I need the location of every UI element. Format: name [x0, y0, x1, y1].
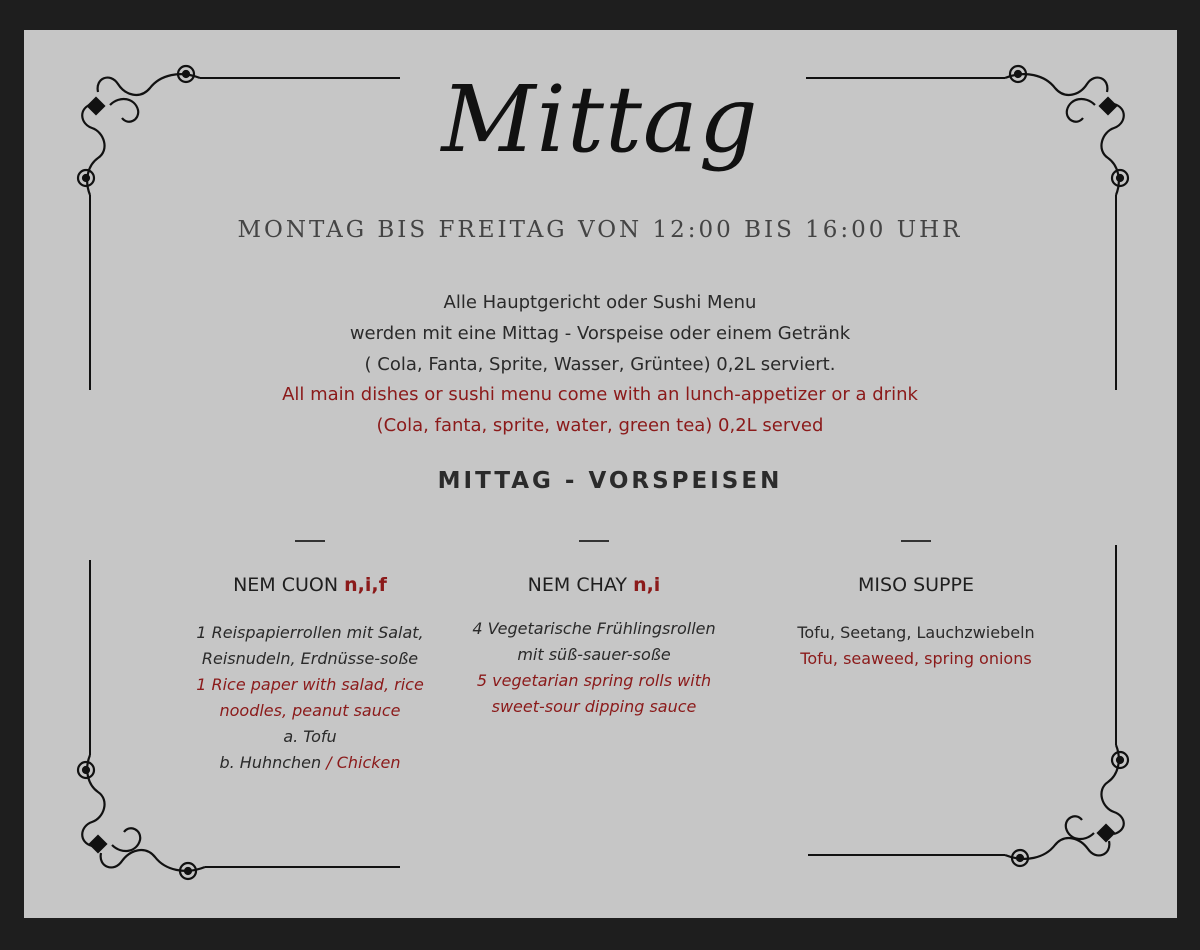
intro-text [0, 288, 1200, 442]
intro-de-line: Alle Hauptgericht oder Sushi Menu [443, 292, 757, 313]
menu-item-miso-suppe [766, 530, 1066, 672]
item-name [160, 572, 460, 598]
intro-en-line: (Cola, fanta, sprite, water, green tea) 0,2L served [376, 415, 824, 437]
menu-item-nem-cuon [160, 530, 460, 776]
intro-de-line: ( Cola, Fanta, Sprite, Wasser, Grüntee) 0,2L serviert. [364, 353, 836, 375]
option-b-en: / Chicken [326, 753, 401, 772]
opening-hours: MONTAG BIS FREITAG VON 12:00 BIS 16:00 UHR [237, 217, 963, 243]
menu-item-nem-chay [444, 530, 744, 720]
desc-en-line: 5 vegetarian spring rolls with [476, 671, 712, 690]
divider-dash [901, 540, 931, 542]
desc-en-line: noodles, peanut sauce [219, 701, 401, 720]
divider-dash [579, 540, 609, 542]
option-b-de: b. Huhnchen [219, 753, 322, 772]
item-name-text: NEM CUON [233, 574, 339, 596]
intro-en-line: All main dishes or sushi menu come with an lunch-appetizer or a drink [282, 384, 918, 406]
intro-de-line: werden mit eine Mittag - Vorspeise oder einem Getränk [349, 322, 851, 344]
allergen-tag: n,i [633, 574, 661, 596]
item-name [766, 572, 1066, 598]
item-description [766, 620, 1066, 672]
item-name-text: MISO SUPPE [858, 574, 974, 596]
allergen-tag: n,i,f [344, 574, 387, 596]
option-b [160, 750, 460, 776]
desc-de-line: mit süß-sauer-soße [517, 645, 671, 664]
desc-en-line: Tofu, seaweed, spring onions [800, 649, 1032, 668]
desc-de-line: 4 Vegetarische Frühlingsrollen [472, 619, 716, 638]
desc-en-line: sweet-sour dipping sauce [491, 697, 697, 716]
item-name-text: NEM CHAY [527, 574, 628, 596]
desc-de-line: Tofu, Seetang, Lauchzwiebeln [797, 623, 1035, 642]
item-description [444, 616, 744, 720]
desc-en-line: 1 Rice paper with salad, rice [196, 675, 424, 694]
menu-title: Mittag [441, 66, 759, 173]
divider-dash [295, 540, 325, 542]
desc-de-line: Reisnudeln, Erdnüsse-soße [201, 649, 419, 668]
option-a: a. Tofu [283, 727, 337, 746]
section-title: MITTAG - VORSPEISEN [437, 468, 783, 494]
item-name [444, 572, 744, 598]
item-description [160, 620, 460, 776]
desc-de-line: 1 Reispapierrollen mit Salat, [196, 623, 424, 642]
